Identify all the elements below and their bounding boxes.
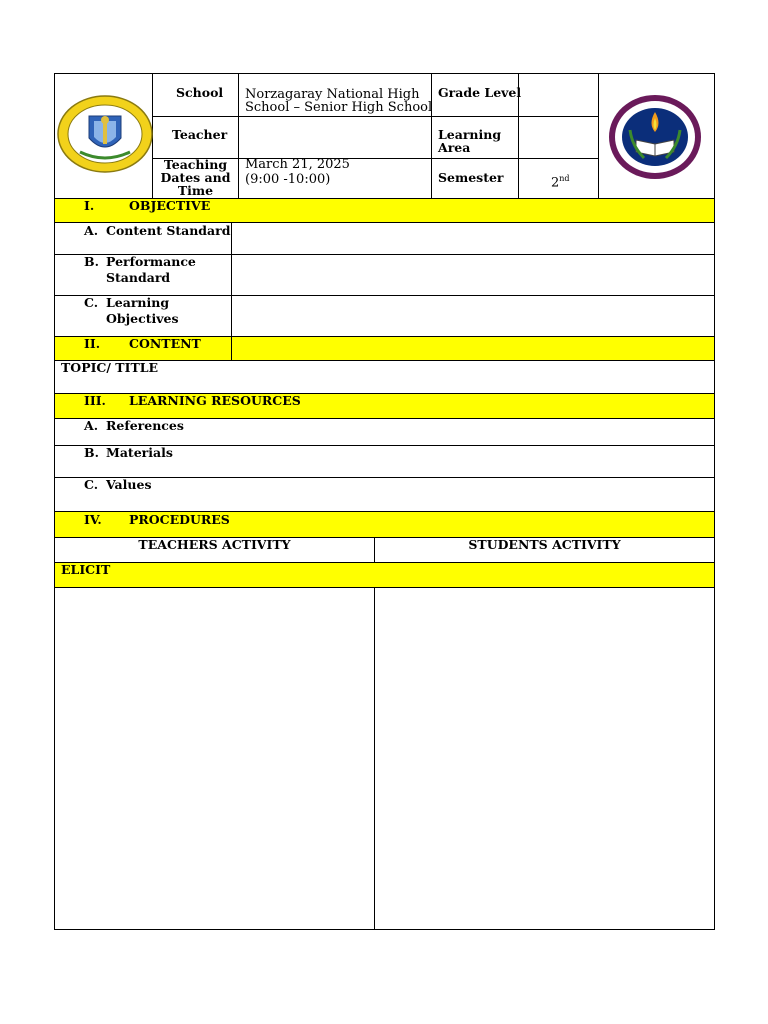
elicit-label: ELICIT bbox=[61, 562, 111, 577]
dates-label: Dates and bbox=[160, 170, 231, 185]
semester-suffix: nd bbox=[559, 174, 570, 183]
references-label: References bbox=[106, 418, 184, 433]
section-title-procedures: PROCEDURES bbox=[129, 512, 230, 527]
section-number: IV. bbox=[84, 512, 102, 527]
section-title-resources: LEARNING RESOURCES bbox=[129, 393, 301, 408]
grade-level-label: Grade Level bbox=[438, 85, 522, 100]
school-value: School – Senior High School bbox=[245, 100, 433, 115]
dates-label: Teaching bbox=[163, 157, 228, 172]
performance-standard-label: Standard bbox=[106, 270, 171, 285]
list-marker: B. bbox=[84, 445, 99, 460]
materials-label: Materials bbox=[106, 445, 173, 460]
students-activity-area[interactable] bbox=[375, 588, 714, 929]
header-divider bbox=[431, 73, 432, 199]
content-column-divider bbox=[231, 336, 232, 361]
learning-objectives-label: Objectives bbox=[106, 311, 179, 326]
school-logo-left bbox=[56, 94, 154, 174]
section-number: III. bbox=[84, 393, 106, 408]
list-marker: A. bbox=[84, 223, 99, 238]
school-label: School bbox=[176, 85, 224, 100]
school-logo-right bbox=[608, 94, 702, 180]
content-standard-label: Content Standard bbox=[106, 223, 231, 238]
learning-objectives-label: Learning bbox=[106, 295, 170, 310]
list-marker: B. bbox=[84, 254, 99, 269]
dates-label: Time bbox=[177, 183, 214, 198]
list-marker: A. bbox=[84, 418, 99, 433]
semester-value bbox=[551, 172, 570, 190]
learning-area-label: Learning bbox=[438, 127, 502, 142]
semester-number: 2 bbox=[551, 175, 560, 191]
list-marker: C. bbox=[84, 295, 99, 310]
section-number: I. bbox=[84, 198, 95, 213]
dates-value: (9:00 -10:00) bbox=[245, 172, 331, 187]
teacher-label: Teacher bbox=[172, 127, 228, 142]
section-number: II. bbox=[84, 336, 101, 351]
list-marker: C. bbox=[84, 477, 99, 492]
topic-title-label: TOPIC/ TITLE bbox=[61, 360, 159, 375]
section-title-content: CONTENT bbox=[129, 336, 201, 351]
learning-area-label: Area bbox=[438, 140, 471, 155]
school-value: Norzagaray National High bbox=[245, 87, 420, 102]
section-title-objective: OBJECTIVE bbox=[129, 198, 211, 213]
performance-standard-label: Performance bbox=[106, 254, 196, 269]
elicit-band bbox=[55, 563, 714, 587]
values-label: Values bbox=[106, 477, 152, 492]
semester-label: Semester bbox=[438, 170, 504, 185]
header-row-line bbox=[152, 116, 599, 117]
students-activity-header: STUDENTS ACTIVITY bbox=[468, 537, 621, 552]
header-divider bbox=[238, 73, 239, 199]
header-divider bbox=[598, 73, 599, 199]
teachers-activity-header: TEACHERS ACTIVITY bbox=[138, 537, 291, 552]
dates-value: March 21, 2025 bbox=[245, 157, 350, 172]
row-line bbox=[54, 477, 715, 478]
teachers-activity-area[interactable] bbox=[55, 588, 374, 929]
